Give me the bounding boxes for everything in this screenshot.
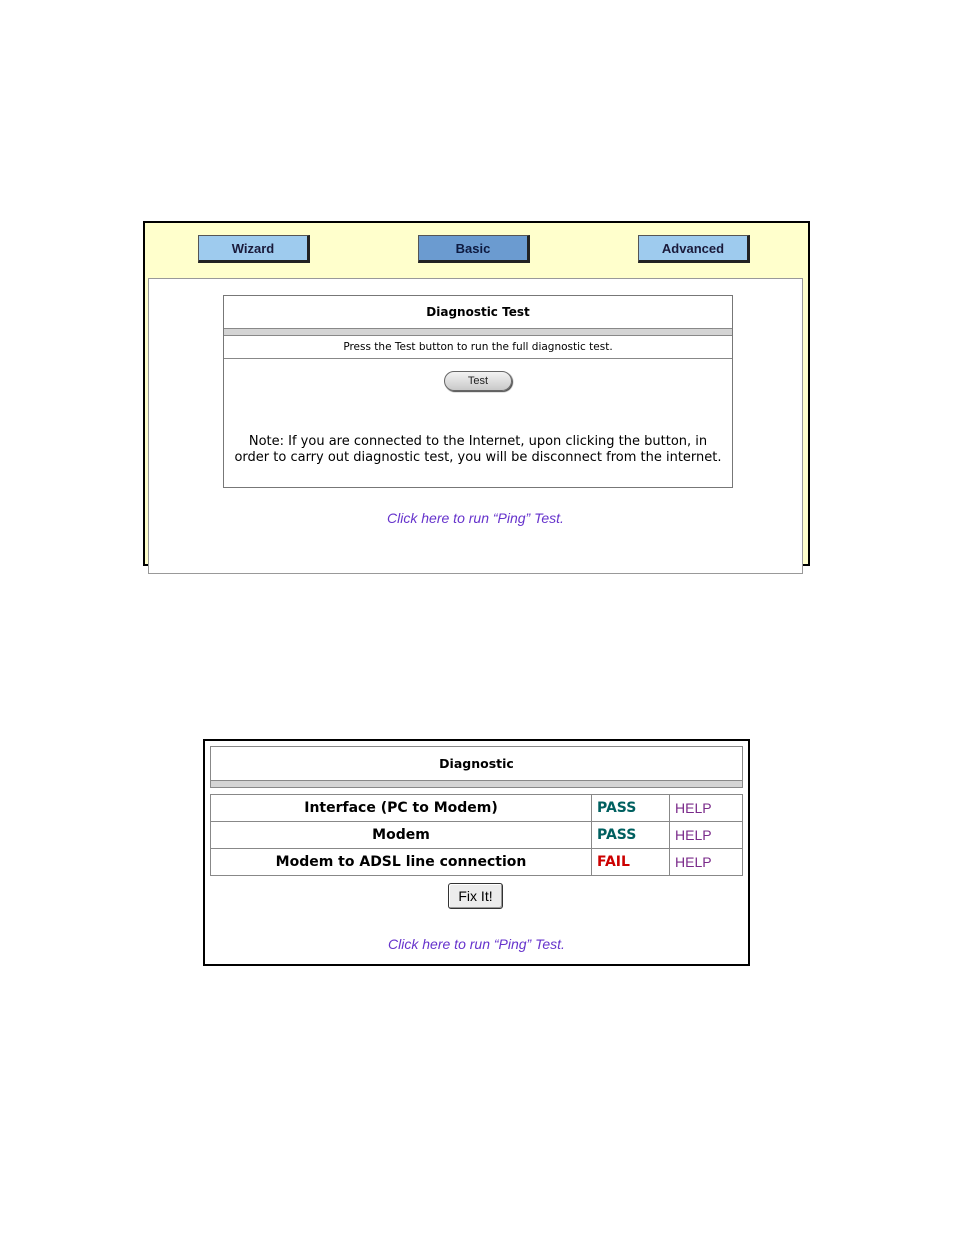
diagnostic-test-title: Diagnostic Test bbox=[224, 296, 732, 329]
status-badge: FAIL bbox=[592, 849, 670, 876]
help-link[interactable]: HELP bbox=[670, 795, 743, 822]
diagnostic-test-screen bbox=[143, 221, 810, 566]
disconnect-note: Note: If you are connected to the Internet, upon clicking the button, in order to carry out diagnostic test, you will be disconnect from the internet. bbox=[234, 434, 722, 465]
help-link[interactable]: HELP bbox=[670, 849, 743, 876]
diagnostic-results-screen bbox=[203, 739, 750, 966]
test-name: Modem to ADSL line connection bbox=[211, 849, 592, 876]
test-name: Modem bbox=[211, 822, 592, 849]
basic-tab-button[interactable]: Basic bbox=[418, 235, 530, 263]
wizard-tab-button[interactable]: Wizard bbox=[198, 235, 310, 263]
status-badge: PASS bbox=[592, 795, 670, 822]
diagnostic-results-table bbox=[210, 794, 743, 876]
diagnostic-instruction: Press the Test button to run the full diagnostic test. bbox=[224, 336, 732, 359]
test-name: Interface (PC to Modem) bbox=[211, 795, 592, 822]
fix-it-button[interactable]: Fix It! bbox=[448, 883, 503, 909]
divider-band bbox=[210, 780, 743, 788]
divider-band bbox=[224, 329, 732, 336]
table-row bbox=[211, 849, 743, 876]
diagnostic-test-box bbox=[223, 295, 733, 488]
ping-test-link[interactable]: Click here to run “Ping” Test. bbox=[388, 936, 565, 952]
help-link[interactable]: HELP bbox=[670, 822, 743, 849]
test-button[interactable]: Test bbox=[444, 371, 512, 391]
advanced-tab-button[interactable]: Advanced bbox=[638, 235, 750, 263]
ping-test-link[interactable]: Click here to run “Ping” Test. bbox=[387, 510, 564, 526]
table-row bbox=[211, 795, 743, 822]
content-panel bbox=[148, 278, 803, 574]
table-row bbox=[211, 822, 743, 849]
status-badge: PASS bbox=[592, 822, 670, 849]
diagnostic-title: Diagnostic bbox=[210, 746, 743, 780]
